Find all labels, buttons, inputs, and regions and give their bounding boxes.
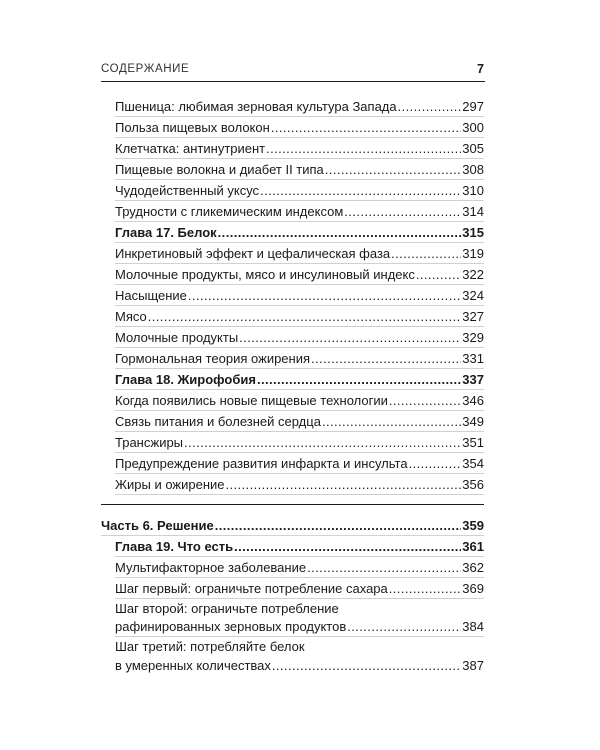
toc-entry-page: 329: [462, 330, 484, 345]
dot-leader: [148, 309, 462, 324]
toc-entry[interactable]: [115, 180, 484, 201]
toc-entry-page: 361: [462, 539, 484, 554]
toc-entry-page: 359: [462, 518, 484, 533]
toc-entry-page: 346: [462, 393, 484, 408]
toc-entry-title-line1: Шаг третий: потребляйте белок: [115, 639, 305, 654]
toc-entry-page: 297: [462, 99, 484, 114]
toc-entry-title: Трудности с гликемическим индексом: [115, 204, 344, 219]
toc-entry-title: Предупреждение развития инфаркта и инсульта: [115, 456, 408, 471]
toc-entry-page: 362: [462, 560, 484, 575]
dot-leader: [325, 162, 462, 177]
toc-entry-title: Инкретиновый эффект и цефалическая фаза: [115, 246, 391, 261]
toc-entry-page: 337: [462, 372, 484, 387]
toc-entry-title: Шаг первый: ограничьте потребление сахара: [115, 581, 388, 596]
toc-entry-page: 384: [462, 619, 484, 634]
toc-entry-page: 327: [462, 309, 484, 324]
toc-entry[interactable]: [115, 159, 484, 180]
toc-entry[interactable]: [115, 117, 484, 138]
toc-entry[interactable]: [115, 411, 484, 432]
dot-leader: [184, 435, 461, 450]
dot-leader: [272, 658, 461, 673]
toc-entry[interactable]: [115, 264, 484, 285]
toc-entry-page: 308: [462, 162, 484, 177]
toc-entry-page: 314: [462, 204, 484, 219]
toc-entry-title: Жиры и ожирение: [115, 477, 225, 492]
dot-leader: [389, 393, 461, 408]
toc-entry-title: Глава 18. Жирофобия: [115, 372, 256, 387]
dot-leader: [311, 351, 461, 366]
toc-entry-title: Пищевые волокна и диабет II типа: [115, 162, 324, 177]
toc-entry-title: Мультифакторное заболевание: [115, 560, 307, 575]
toc-entry-title: Чудодейственный уксус: [115, 183, 260, 198]
toc-entry-title: Польза пищевых волокон: [115, 120, 270, 135]
toc-entry-title: Глава 17. Белок: [115, 225, 217, 240]
toc-entry[interactable]: [115, 201, 484, 222]
toc-entry-title: Глава 19. Что есть: [115, 539, 234, 554]
toc-entry-page: 331: [462, 351, 484, 366]
dot-leader: [239, 330, 461, 345]
dot-leader: [260, 183, 461, 198]
dot-leader: [307, 560, 461, 575]
dot-leader: [409, 456, 462, 471]
toc-entry-page: 324: [462, 288, 484, 303]
toc-entry-page: 354: [462, 456, 484, 471]
toc-entry[interactable]: [115, 348, 484, 369]
toc-entry-page: 322: [462, 267, 484, 282]
toc-part[interactable]: [101, 515, 484, 536]
toc-entry-page: 387: [462, 658, 484, 673]
toc-chapter[interactable]: [115, 536, 484, 557]
toc-entry-title: Молочные продукты: [115, 330, 239, 345]
dot-leader: [188, 288, 461, 303]
toc-entry-page: 300: [462, 120, 484, 135]
toc-entry[interactable]: [115, 243, 484, 264]
toc-entry-page: 305: [462, 141, 484, 156]
toc-entry-page: 319: [462, 246, 484, 261]
toc-entry-title: в умеренных количествах: [115, 658, 271, 673]
toc-entry-title: Когда появились новые пищевые технологии: [115, 393, 388, 408]
toc-entry-title: Связь питания и болезней сердца: [115, 414, 321, 429]
dot-leader: [344, 204, 461, 219]
toc-chapter[interactable]: [115, 222, 484, 243]
toc-entry[interactable]: [115, 432, 484, 453]
toc-entry-page: 310: [462, 183, 484, 198]
toc-entry[interactable]: [115, 285, 484, 306]
toc-entry-title: Часть 6. Решение: [101, 518, 214, 533]
dot-leader: [322, 414, 461, 429]
toc-entry[interactable]: [115, 557, 484, 578]
page-number: 7: [477, 62, 484, 76]
dot-leader: [389, 581, 462, 596]
toc-chapter[interactable]: [115, 369, 484, 390]
toc-entry[interactable]: [115, 637, 484, 675]
part-divider: [101, 504, 484, 505]
toc-entry-title: Гормональная теория ожирения: [115, 351, 311, 366]
toc-entry[interactable]: [115, 96, 484, 117]
toc-entry-page: 356: [462, 477, 484, 492]
toc-entry[interactable]: [115, 306, 484, 327]
dot-leader: [271, 120, 461, 135]
header-title: СОДЕРЖАНИЕ: [101, 63, 190, 75]
toc-entry-title: Трансжиры: [115, 435, 184, 450]
toc-entry-page: 351: [462, 435, 484, 450]
toc-entry[interactable]: [115, 578, 484, 599]
toc-entry[interactable]: [115, 390, 484, 411]
toc-entry-title: Мясо: [115, 309, 147, 324]
dot-leader: [257, 372, 461, 387]
dot-leader: [347, 619, 461, 634]
toc-entry-page: 315: [462, 225, 484, 240]
dot-leader: [398, 99, 462, 114]
toc-entry-title: Пшеница: любимая зерновая культура Запада: [115, 99, 397, 114]
toc-entry-title: Клетчатка: антинутриент: [115, 141, 266, 156]
toc-entry[interactable]: [115, 474, 484, 495]
toc-entry-title: рафинированных зерновых продуктов: [115, 619, 347, 634]
toc-entry-page: 349: [462, 414, 484, 429]
dot-leader: [218, 225, 462, 240]
toc-entry-title-line1: Шаг второй: ограничьте потребление: [115, 601, 339, 616]
toc-entry-title: Молочные продукты, мясо и инсулиновый индекс: [115, 267, 415, 282]
toc-entry[interactable]: [115, 453, 484, 474]
dot-leader: [226, 477, 462, 492]
toc-entry[interactable]: [115, 138, 484, 159]
toc-entry[interactable]: [115, 327, 484, 348]
dot-leader: [215, 518, 462, 533]
dot-leader: [391, 246, 461, 261]
toc-entry-page: 369: [462, 581, 484, 596]
dot-leader: [416, 267, 461, 282]
toc-entry-title: Насыщение: [115, 288, 187, 303]
dot-leader: [234, 539, 461, 554]
toc-entry[interactable]: [115, 599, 484, 637]
dot-leader: [266, 141, 461, 156]
